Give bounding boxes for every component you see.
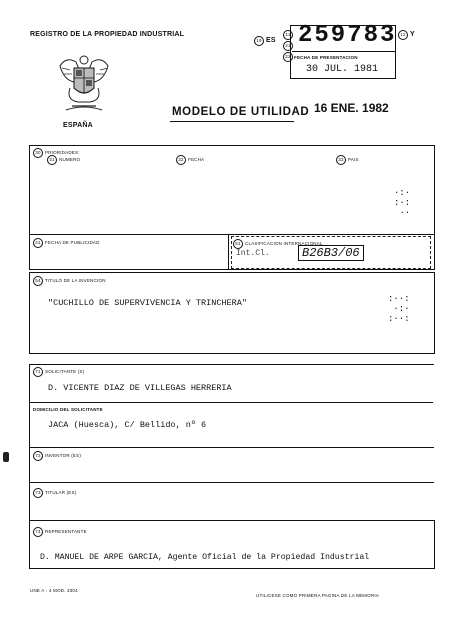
document-number: 259783 — [298, 22, 397, 49]
codes-11-21-22: 11 21 22 — [283, 29, 295, 62]
filing-date-label: FECHA DE PRESENTACION — [294, 55, 358, 60]
holder-label: 73 TITULAR (ES) — [33, 488, 76, 498]
holder-box — [29, 482, 434, 521]
applicant-divider — [29, 402, 433, 403]
publication-divider — [228, 235, 229, 269]
representative-name: D. MANUEL DE ARPE GARCIA, Agente Oficial de la Propiedad Industrial — [40, 553, 370, 562]
int-cl-prefix: Int.Cl. — [236, 249, 270, 258]
priority-date-label: 32 FECHA — [176, 155, 204, 165]
registry-title: REGISTRO DE LA PROPIEDAD INDUSTRIAL — [30, 31, 185, 38]
representative-label: 74 REPRESENTANTE — [33, 527, 87, 537]
code-12-kind: 12 Y — [398, 30, 415, 40]
classification-label: 51 CLASIFICACION INTERNACIONAL — [233, 239, 323, 249]
applicant-label: 71 SOLICITANTE (S) — [33, 367, 84, 377]
filing-date: 30 JUL. 1981 — [306, 64, 379, 75]
applicant-box — [29, 364, 434, 448]
address-label: DOMICILIO DEL SOLICITANTE — [33, 407, 103, 412]
inventor-label: 72 INVENTOR (ES) — [33, 451, 81, 461]
priority-number-label: 31 NUMERO — [47, 155, 80, 165]
stamp-date: 16 ENE. 1982 — [314, 101, 389, 115]
title-underline — [170, 121, 294, 122]
model-title: MODELO DE UTILIDAD — [172, 106, 310, 118]
priority-country-label: 33 PAIS — [336, 155, 359, 165]
scan-marks: ·:· :·: ·· — [394, 188, 411, 218]
priorities-label: 30 PRIORIDADES: — [33, 148, 80, 158]
scan-marks-2: :··: ·:· :··: — [388, 294, 410, 324]
invention-title: "CUCHILLO DE SUPERVIVENCIA Y TRINCHERA" — [48, 298, 247, 308]
punch-hole-mark — [3, 452, 9, 462]
footer-right: UTILICESE COMO PRIMERA PAGINA DE LA MEMORIA — [256, 593, 380, 598]
box-divider — [292, 51, 396, 52]
code-19: 19 ES — [254, 36, 276, 46]
publication-label: 41 FECHA DE PUBLICIDAD — [33, 238, 100, 248]
inventor-box — [29, 446, 434, 483]
footer-left: UNE A - 4 MOD. 3304 — [30, 588, 78, 593]
priorities-box — [29, 145, 435, 235]
coat-of-arms-icon — [56, 52, 112, 114]
title-label: 54 TITULO DE LA INVENCION — [33, 276, 106, 286]
applicant-address: JACA (Huesca), C/ Bellido, nº 6 — [48, 420, 207, 430]
classification-value: B26B3/06 — [298, 245, 364, 261]
country-label: ESPAÑA — [63, 122, 93, 129]
applicant-name: D. VICENTE DIAZ DE VILLEGAS HERRERIA — [48, 383, 232, 393]
